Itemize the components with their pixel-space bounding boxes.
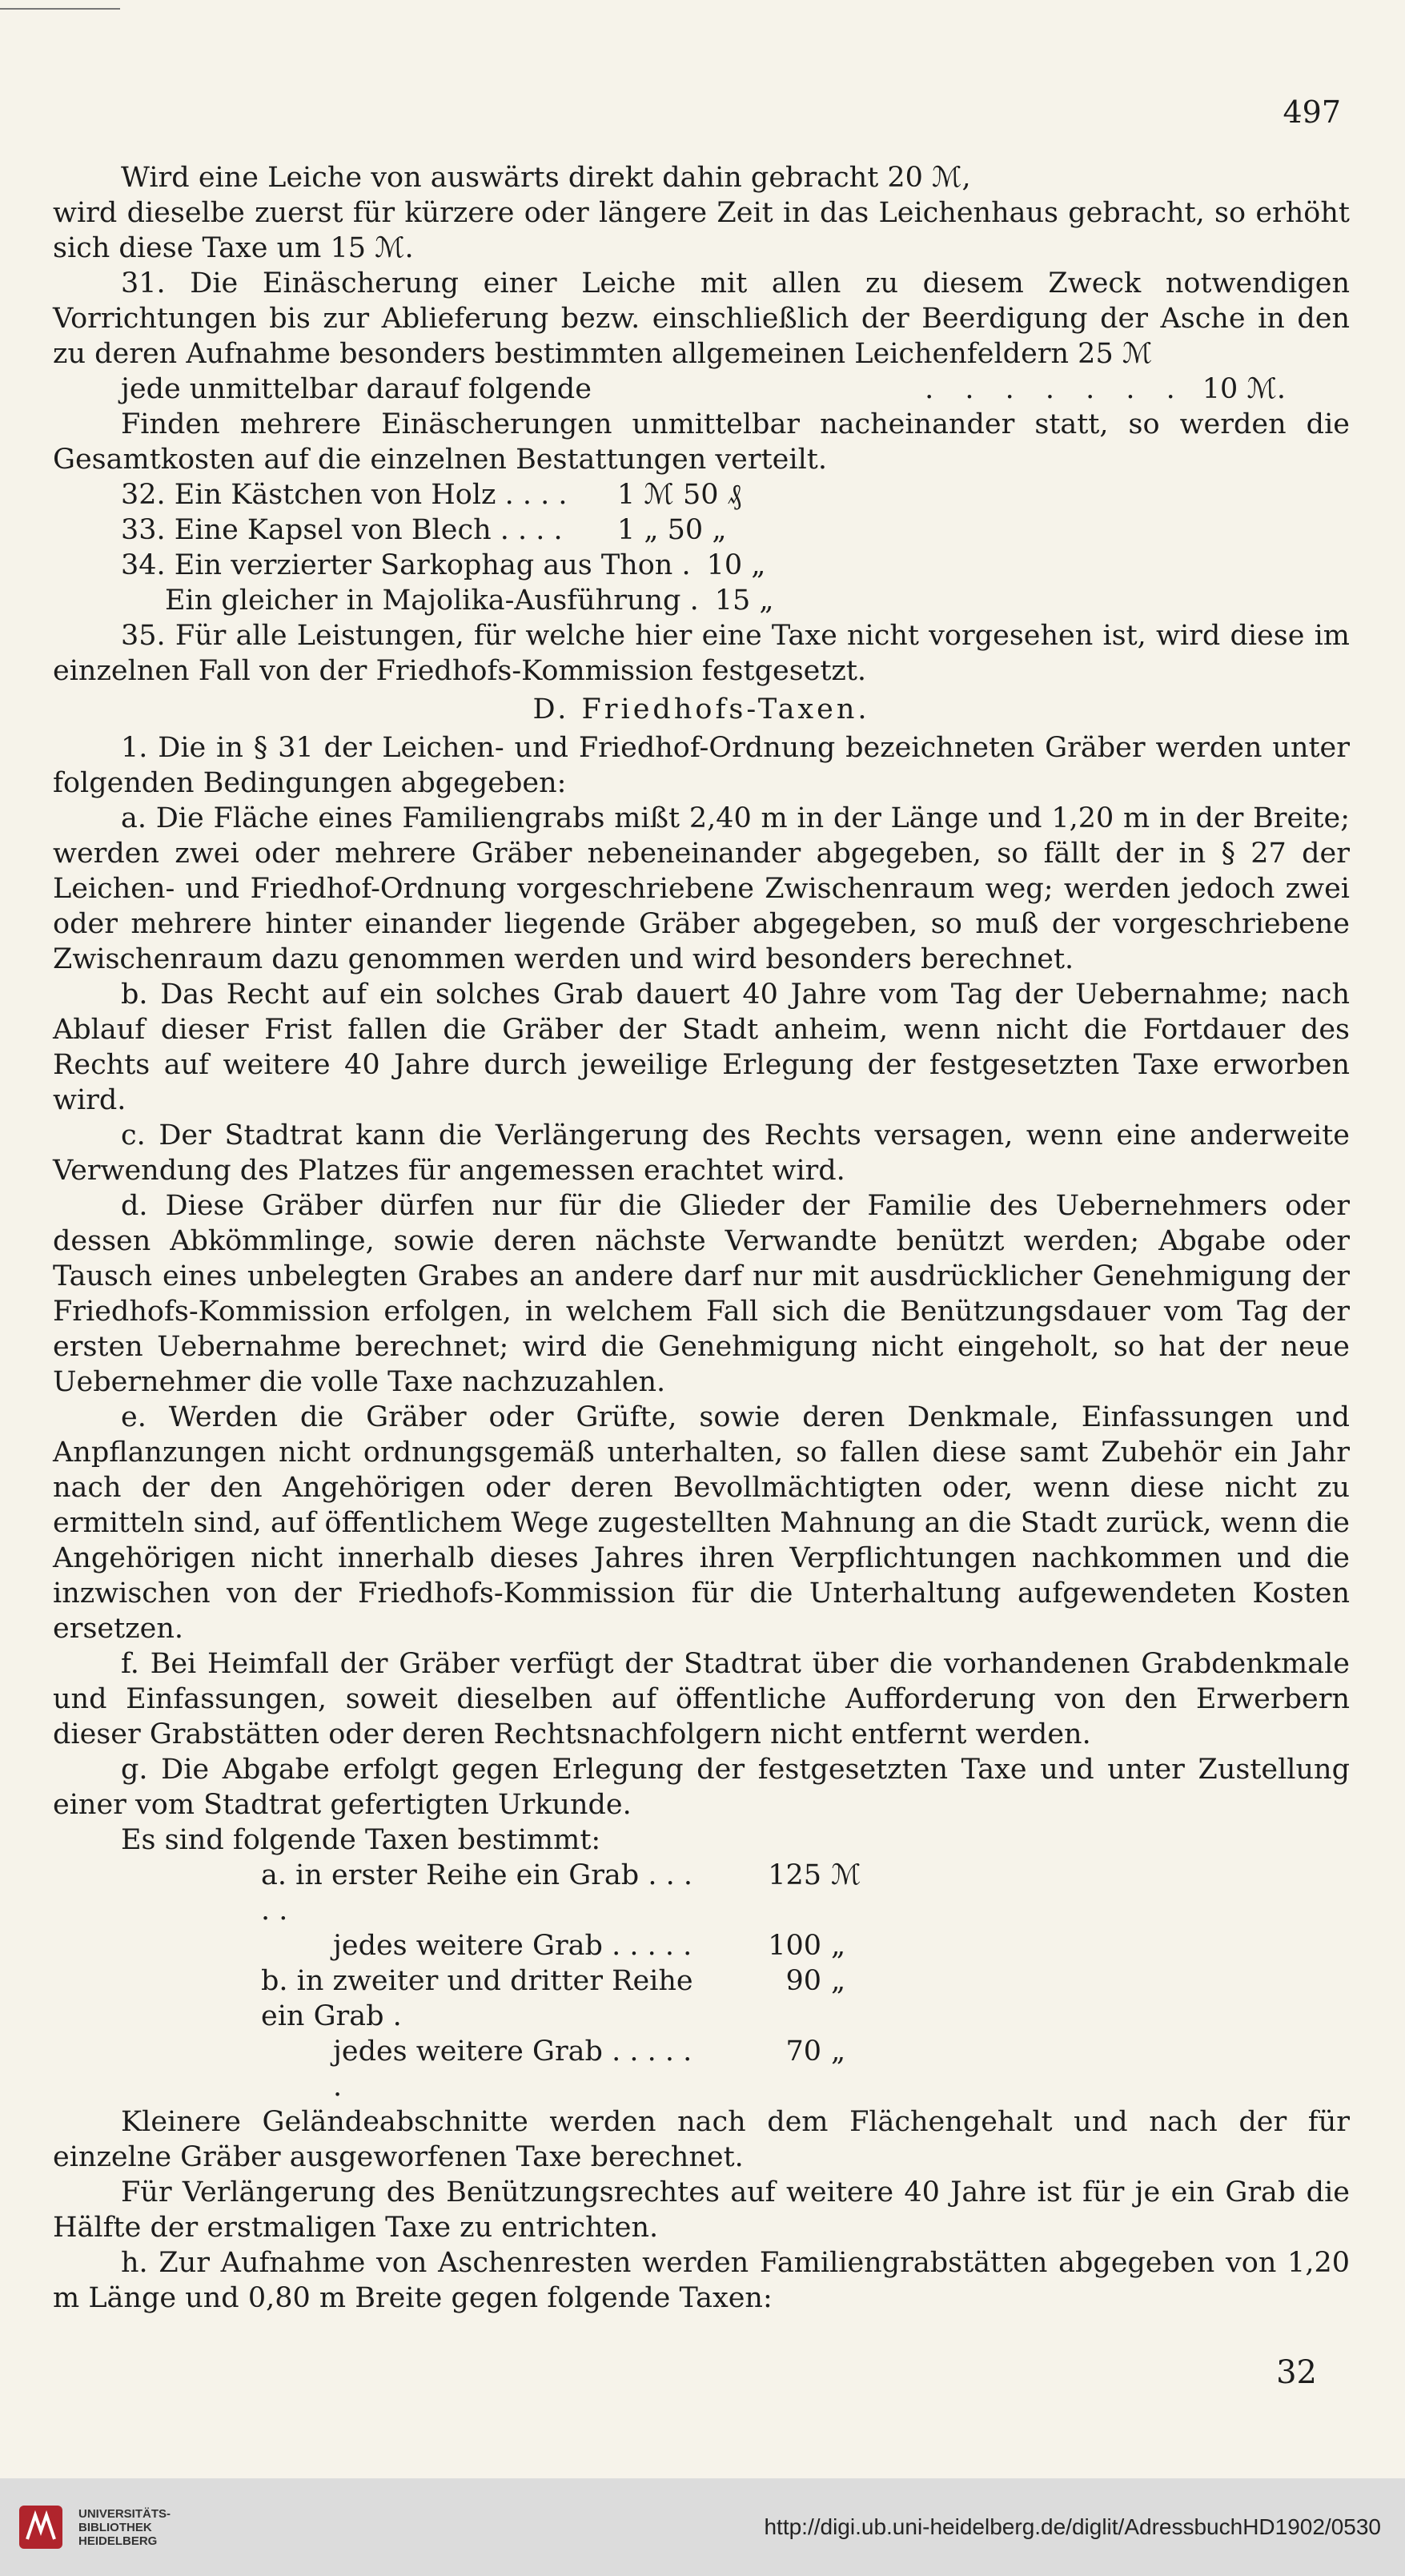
taxe-label: jede unmittelbar darauf folgende xyxy=(121,373,592,405)
tax-value: 90 xyxy=(785,1965,821,1997)
list-item xyxy=(121,548,1350,583)
tax-label: jedes weitere Grab . . . . . xyxy=(333,1930,692,1962)
page-body xyxy=(53,160,1350,2316)
item-label: Ein gleicher in Majolika-Ausführung . xyxy=(165,585,699,617)
table-row xyxy=(261,1858,1350,1928)
paragraph: Es sind folgende Taxen bestimmt: xyxy=(121,1824,601,1856)
tax-label: a. in erster Reihe ein Grab . . . . . xyxy=(261,1859,692,1927)
tax-table xyxy=(53,1858,1350,2104)
paragraph-f: f. Bei Heimfall der Gräber verfügt der Stadtrat über die vorhandenen Grabdenkmale und Einfassungen, soweit dieselben auf öffentliche Aufforderung von den Erwerbern dieser Grabstätten oder deren Rechtsnachfolgern nicht entfernt werden. xyxy=(53,1648,1350,1750)
item-value: 15 „ xyxy=(714,585,774,617)
tax-unit: „ xyxy=(831,1930,846,1962)
tax-value: 70 xyxy=(785,2035,821,2068)
paragraph-31: 31. Die Einäscherung einer Leiche mit allen zu diesem Zweck notwendigen Vorrichtungen bis zur Ablieferung bezw. einschließlich der Beerdigung der Asche in den zu deren Aufnahme besonders bestimmten allgemeinen Leichenfeldern 25 ℳ xyxy=(53,267,1350,370)
leader-dots: . . . . . . . xyxy=(925,373,1186,405)
item-label: 34. Ein verzierter Sarkophag aus Thon . xyxy=(121,549,691,581)
item-label: 33. Eine Kapsel von Blech . . . . xyxy=(121,514,563,546)
item-value: 1 ℳ 50 ₰ xyxy=(617,479,742,511)
tax-value: 100 xyxy=(768,1930,821,1962)
library-name-line: UNIVERSITÄTS- xyxy=(78,2506,171,2521)
paragraph: Kleinere Geländeabschnitte werden nach dem Flächengehalt und nach der für einzelne Gräber ausgeworfenen Taxe berechnet. xyxy=(53,2106,1350,2173)
paragraph-h: h. Zur Aufnahme von Aschenresten werden Familiengrabstätten abgegeben von 1,20 m Länge und 0,80 m Breite gegen folgende Taxen: xyxy=(53,2247,1350,2314)
tax-unit: ℳ xyxy=(831,1859,861,1891)
paragraph: Wird eine Leiche von auswärts direkt dahin gebracht 20 ℳ, xyxy=(121,162,971,194)
paragraph-35: 35. Für alle Leistungen, für welche hier eine Taxe nicht vorgesehen ist, wird diese im einzelnen Fall von der Friedhofs-Kommission festgesetzt. xyxy=(53,620,1350,687)
tax-label: jedes weitere Grab . . . . . . xyxy=(333,2035,692,2103)
table-row xyxy=(261,2034,1350,2104)
paragraph: 1. Die in § 31 der Leichen- und Friedhof-Ordnung bezeichneten Gräber werden unter folgenden Bedingungen abgegeben: xyxy=(53,732,1350,799)
tax-unit: „ xyxy=(831,2035,846,2068)
library-logo-icon xyxy=(16,2502,66,2552)
taxe-value: 10 ℳ. xyxy=(1202,373,1286,405)
item-list xyxy=(53,477,1350,618)
footer-bar xyxy=(0,2478,1405,2576)
paragraph-e: e. Werden die Gräber oder Grüfte, sowie deren Denkmale, Einfassungen und Anpflanzungen nicht ordnungsgemäß unterhalten, so fallen diese samt Zubehör ein Jahr nach der den Angehörigen oder deren Bevollmächtigten oder, wenn diese nicht zu ermitteln sind, auf öffentlichem Wege zugestellten Mahnung an die Stadt zurück, wenn die Angehörigen nicht innerhalb dieses Jahres ihren Verpflichtungen nachkommen und die inzwischen von der Friedhofs-Kommission für die Unterhaltung aufgewendeten Kosten ersetzen. xyxy=(53,1401,1350,1645)
paragraph: wird dieselbe zuerst für kürzere oder längere Zeit in das Leichenhaus gebracht, so erhöht sich diese Taxe um 15 ℳ. xyxy=(53,197,1350,264)
item-value: 1 „ 50 „ xyxy=(617,514,727,546)
taxe-line xyxy=(53,372,1350,407)
page-number: 497 xyxy=(1283,94,1341,130)
paragraph-b: b. Das Recht auf ein solches Grab dauert 40 Jahre vom Tag der Uebernahme; nach Ablauf dieser Frist fallen die Gräber der Stadt anheim, wenn nicht die Fortdauer des Rechts auf weitere 40 Jahre durch jeweilige Erlegung der festgesetzten Taxe erworben wird. xyxy=(53,979,1350,1116)
library-name-line: HEIDELBERG xyxy=(78,2534,158,2548)
paragraph: Für Verlängerung des Benützungsrechtes auf weitere 40 Jahre ist für je ein Grab die Hälfte der erstmaligen Taxe zu entrichten. xyxy=(53,2176,1350,2244)
list-item xyxy=(121,583,1350,618)
list-item xyxy=(121,512,1350,548)
table-row xyxy=(261,1963,1350,2034)
paragraph-d: d. Diese Gräber dürfen nur für die Glieder der Familie des Uebernehmers oder dessen Abkömmlinge, sowie deren nächste Verwandte benützt werden; Abgabe oder Tausch eines unbelegten Grabes an andere darf nur mit ausdrücklicher Genehmigung der Friedhofs-Kommission erfolgen, in welchem Fall sich die Benützungsdauer vom Tag der ersten Uebernahme berechnet; wird die Genehmigung nicht eingeholt, so hat der neue Uebernehmer die volle Taxe nachzuzahlen. xyxy=(53,1190,1350,1398)
tax-unit: „ xyxy=(831,1965,846,1997)
paragraph: Finden mehrere Einäscherungen unmittelbar nacheinander statt, so werden die Gesamtkosten auf die einzelnen Bestattungen verteilt. xyxy=(53,408,1350,476)
item-value: 10 „ xyxy=(706,549,766,581)
item-label: 32. Ein Kästchen von Holz . . . . xyxy=(121,479,568,511)
tax-label: b. in zweiter und dritter Reihe ein Grab . xyxy=(261,1965,693,2032)
table-row xyxy=(261,1928,1350,1963)
folio-number: 32 xyxy=(1276,2354,1317,2391)
source-url-link[interactable]: http://digi.ub.uni-heidelberg.de/diglit/AdressbuchHD1902/0530 xyxy=(764,2514,1381,2539)
library-name xyxy=(78,2507,171,2548)
paragraph-c: c. Der Stadtrat kann die Verlängerung des Rechts versagen, wenn eine anderweite Verwendung des Platzes für angemessen erachtet wird. xyxy=(53,1119,1350,1187)
top-rule xyxy=(0,8,120,10)
list-item xyxy=(121,477,1350,512)
section-heading: D. Friedhofs-Taxen. xyxy=(532,693,870,725)
paragraph-a: a. Die Fläche eines Familiengrabs mißt 2,40 m in der Länge und 1,20 m in der Breite; werden zwei oder mehrere Gräber nebeneinander abgegeben, so fällt der in § 27 der Leichen- und Friedhof-Ordnung vorgeschriebene Zwischenraum weg; werden jedoch zwei oder mehrere hinter einander liegende Gräber abgegeben, so muß der vorgeschriebene Zwischenraum dazu genommen werden und wird besonders berechnet. xyxy=(53,802,1350,975)
tax-value: 125 xyxy=(768,1859,821,1891)
paragraph-g: g. Die Abgabe erfolgt gegen Erlegung der festgesetzten Taxe und unter Zustellung einer vom Stadtrat gefertigten Urkunde. xyxy=(53,1754,1350,1821)
library-name-line: BIBLIOTHEK xyxy=(78,2520,152,2534)
